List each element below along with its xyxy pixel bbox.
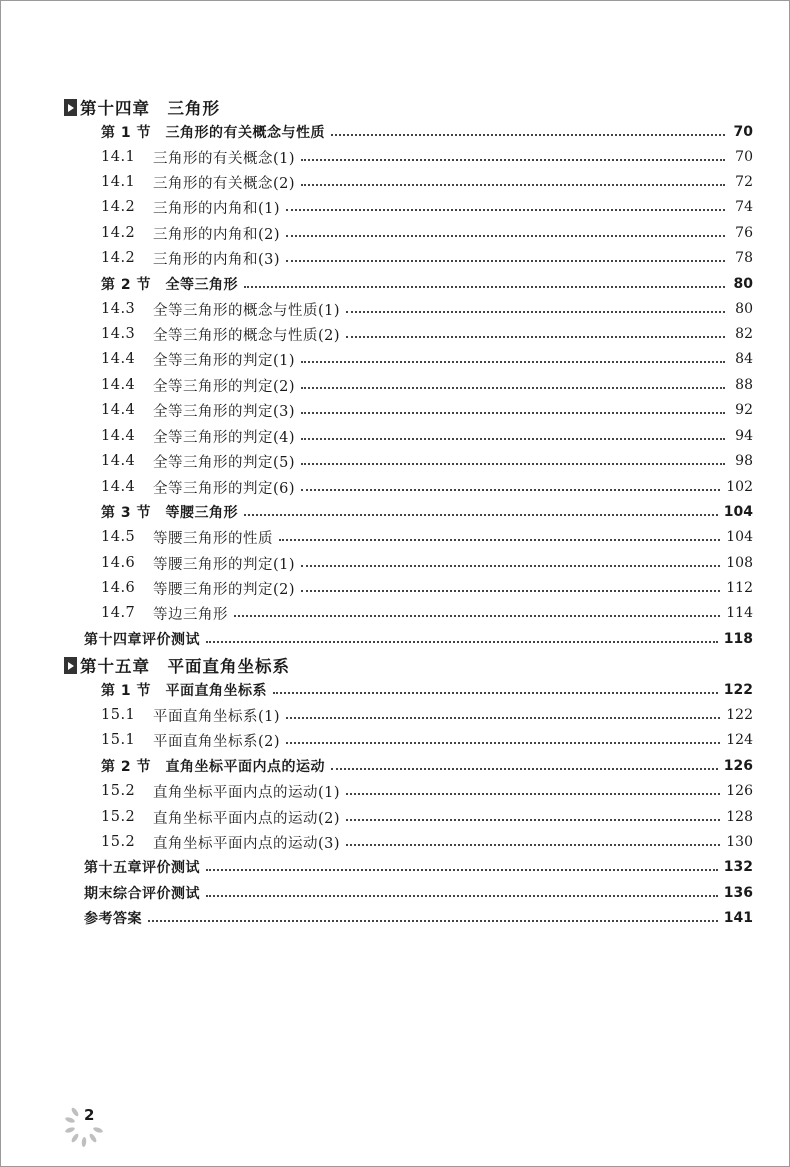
item-number: 14.2 [101, 199, 136, 215]
page-number: 92 [735, 402, 753, 418]
dot-leader [301, 159, 725, 161]
item-title: 等腰三角形的判定(2) [153, 581, 296, 598]
page-number: 141 [723, 910, 753, 926]
item-number: 15.1 [101, 707, 136, 723]
dot-leader [301, 184, 725, 186]
chapter-heading[interactable] [64, 652, 290, 678]
item-number: 14.4 [101, 377, 136, 393]
section-title: 第 2 节 全等三角形 [101, 277, 238, 293]
item-title: 直角坐标平面内点的运动(1) [153, 784, 341, 801]
dot-leader [244, 514, 718, 516]
dot-leader [234, 615, 720, 617]
dot-leader [273, 692, 718, 694]
page-number: 124 [726, 732, 753, 748]
page-number: 82 [735, 326, 753, 342]
page-number: 80 [735, 301, 753, 317]
toc-item-row[interactable] [101, 525, 753, 549]
item-number: 14.6 [101, 555, 136, 571]
section-title: 第 1 节 平面直角坐标系 [101, 683, 267, 699]
page-number: 114 [726, 605, 753, 621]
toc-item-row[interactable] [101, 322, 753, 346]
dot-leader [301, 463, 725, 465]
chapter-marker-icon [64, 99, 77, 116]
page-number: 130 [726, 834, 753, 850]
dot-leader [346, 819, 720, 821]
item-number: 14.3 [101, 326, 136, 342]
page-number: 72 [735, 174, 753, 190]
item-title: 直角坐标平面内点的运动(3) [153, 835, 341, 852]
toc-test-row[interactable] [84, 855, 753, 879]
page-number: 104 [723, 504, 753, 520]
toc-item-row[interactable] [101, 728, 753, 752]
toc-item-row[interactable] [101, 551, 753, 575]
item-title: 等边三角形 [153, 606, 228, 623]
page-number: 122 [723, 682, 753, 698]
page-number: 88 [735, 377, 753, 393]
toc-item-row[interactable] [101, 830, 753, 854]
item-number: 15.2 [101, 809, 136, 825]
item-number: 15.2 [101, 834, 136, 850]
toc-section-row[interactable] [101, 120, 753, 144]
toc-section-row[interactable] [101, 678, 753, 702]
footer-page-number: 2 [84, 1106, 95, 1124]
item-title: 直角坐标平面内点的运动(2) [153, 810, 341, 827]
page-number: 84 [735, 351, 753, 367]
item-title: 全等三角形的判定(1) [153, 352, 296, 369]
item-title: 三角形的有关概念(2) [153, 175, 296, 192]
item-title: 全等三角形的判定(5) [153, 454, 296, 471]
dot-leader [244, 286, 725, 288]
page-number: 98 [735, 453, 753, 469]
dot-leader [286, 742, 720, 744]
item-number: 14.4 [101, 402, 136, 418]
dot-leader [286, 260, 725, 262]
page-number: 70 [733, 124, 753, 140]
page-number: 136 [723, 885, 753, 901]
page-number: 76 [735, 225, 753, 241]
item-title: 平面直角坐标系(2) [153, 733, 281, 750]
dot-leader [286, 209, 725, 211]
toc-item-row[interactable] [101, 576, 753, 600]
page-number: 94 [735, 428, 753, 444]
chapter-heading[interactable] [64, 94, 220, 120]
test-title: 第十四章评价测试 [84, 632, 200, 648]
test-title: 参考答案 [84, 911, 142, 927]
page-number: 132 [723, 859, 753, 875]
dot-leader [206, 641, 718, 643]
toc-item-row[interactable] [101, 347, 753, 371]
toc-item-row[interactable] [101, 221, 753, 245]
dot-leader [301, 361, 725, 363]
item-number: 14.6 [101, 580, 136, 596]
dot-leader [301, 438, 725, 440]
toc-item-row[interactable] [101, 601, 753, 625]
toc-item-row[interactable] [101, 779, 753, 803]
item-number: 14.3 [101, 301, 136, 317]
page-number: 78 [735, 250, 753, 266]
test-title: 第十五章评价测试 [84, 860, 200, 876]
page-number: 128 [726, 809, 753, 825]
dot-leader [301, 565, 720, 567]
dot-leader [206, 895, 718, 897]
item-number: 14.4 [101, 479, 136, 495]
toc-section-row[interactable] [101, 272, 753, 296]
item-title: 全等三角形的判定(6) [153, 480, 296, 497]
page-number: 102 [726, 479, 753, 495]
item-number: 14.5 [101, 529, 136, 545]
item-number: 14.4 [101, 351, 136, 367]
toc-item-row[interactable] [101, 805, 753, 829]
toc-item-row[interactable] [101, 373, 753, 397]
dot-leader [331, 134, 725, 136]
test-title: 期末综合评价测试 [84, 886, 200, 902]
dot-leader [279, 539, 720, 541]
page-number: 126 [723, 758, 753, 774]
dot-leader [148, 920, 718, 922]
toc-item-row[interactable] [101, 145, 753, 169]
item-title: 平面直角坐标系(1) [153, 708, 281, 725]
dot-leader [346, 311, 725, 313]
page-number: 112 [726, 580, 753, 596]
toc-item-row[interactable] [101, 246, 753, 270]
page-number: 122 [726, 707, 753, 723]
item-title: 三角形的内角和(2) [153, 226, 281, 243]
item-number: 14.4 [101, 428, 136, 444]
toc-test-row[interactable] [84, 906, 753, 930]
toc-item-row[interactable] [101, 449, 753, 473]
item-number: 14.2 [101, 225, 136, 241]
toc-item-row[interactable] [101, 195, 753, 219]
section-title: 第 1 节 三角形的有关概念与性质 [101, 125, 325, 141]
page-number: 74 [735, 199, 753, 215]
section-title: 第 2 节 直角坐标平面内点的运动 [101, 759, 325, 775]
item-number: 14.1 [101, 174, 136, 190]
page-number: 70 [735, 149, 753, 165]
chapter-marker-icon [64, 657, 77, 674]
page-number: 104 [726, 529, 753, 545]
item-title: 全等三角形的判定(3) [153, 403, 296, 420]
toc-item-row[interactable] [101, 475, 753, 499]
toc-test-row[interactable] [84, 881, 753, 905]
item-number: 15.2 [101, 783, 136, 799]
dot-leader [301, 412, 725, 414]
dot-leader [301, 590, 720, 592]
toc-item-row[interactable] [101, 170, 753, 194]
item-number: 14.7 [101, 605, 136, 621]
item-number: 14.2 [101, 250, 136, 266]
page-number: 126 [726, 783, 753, 799]
item-title: 全等三角形的判定(2) [153, 378, 296, 395]
item-number: 14.4 [101, 453, 136, 469]
item-title: 三角形的内角和(3) [153, 251, 281, 268]
chapter-title: 第十四章 三角形 [80, 99, 220, 118]
toc-item-row[interactable] [101, 424, 753, 448]
page-number: 108 [726, 555, 753, 571]
item-title: 三角形的有关概念(1) [153, 150, 296, 167]
dot-leader [301, 387, 725, 389]
item-title: 全等三角形的概念与性质(1) [153, 302, 341, 319]
item-number: 14.1 [101, 149, 136, 165]
toc-item-row[interactable] [101, 703, 753, 727]
item-title: 三角形的内角和(1) [153, 200, 281, 217]
dot-leader [301, 489, 720, 491]
chapter-title: 第十五章 平面直角坐标系 [80, 657, 290, 676]
dot-leader [346, 336, 725, 338]
page-number: 118 [723, 631, 753, 647]
toc-section-row[interactable] [101, 500, 753, 524]
toc-item-row[interactable] [101, 297, 753, 321]
dot-leader [331, 768, 718, 770]
toc-section-row[interactable] [101, 754, 753, 778]
dot-leader [346, 844, 720, 846]
section-title: 第 3 节 等腰三角形 [101, 505, 238, 521]
item-title: 全等三角形的概念与性质(2) [153, 327, 341, 344]
dot-leader [286, 235, 725, 237]
page-number: 80 [733, 276, 753, 292]
item-number: 15.1 [101, 732, 136, 748]
item-title: 全等三角形的判定(4) [153, 429, 296, 446]
toc-test-row[interactable] [84, 627, 753, 651]
dot-leader [206, 869, 718, 871]
item-title: 等腰三角形的性质 [153, 530, 273, 547]
toc-item-row[interactable] [101, 398, 753, 422]
item-title: 等腰三角形的判定(1) [153, 556, 296, 573]
dot-leader [286, 717, 720, 719]
dot-leader [346, 793, 720, 795]
